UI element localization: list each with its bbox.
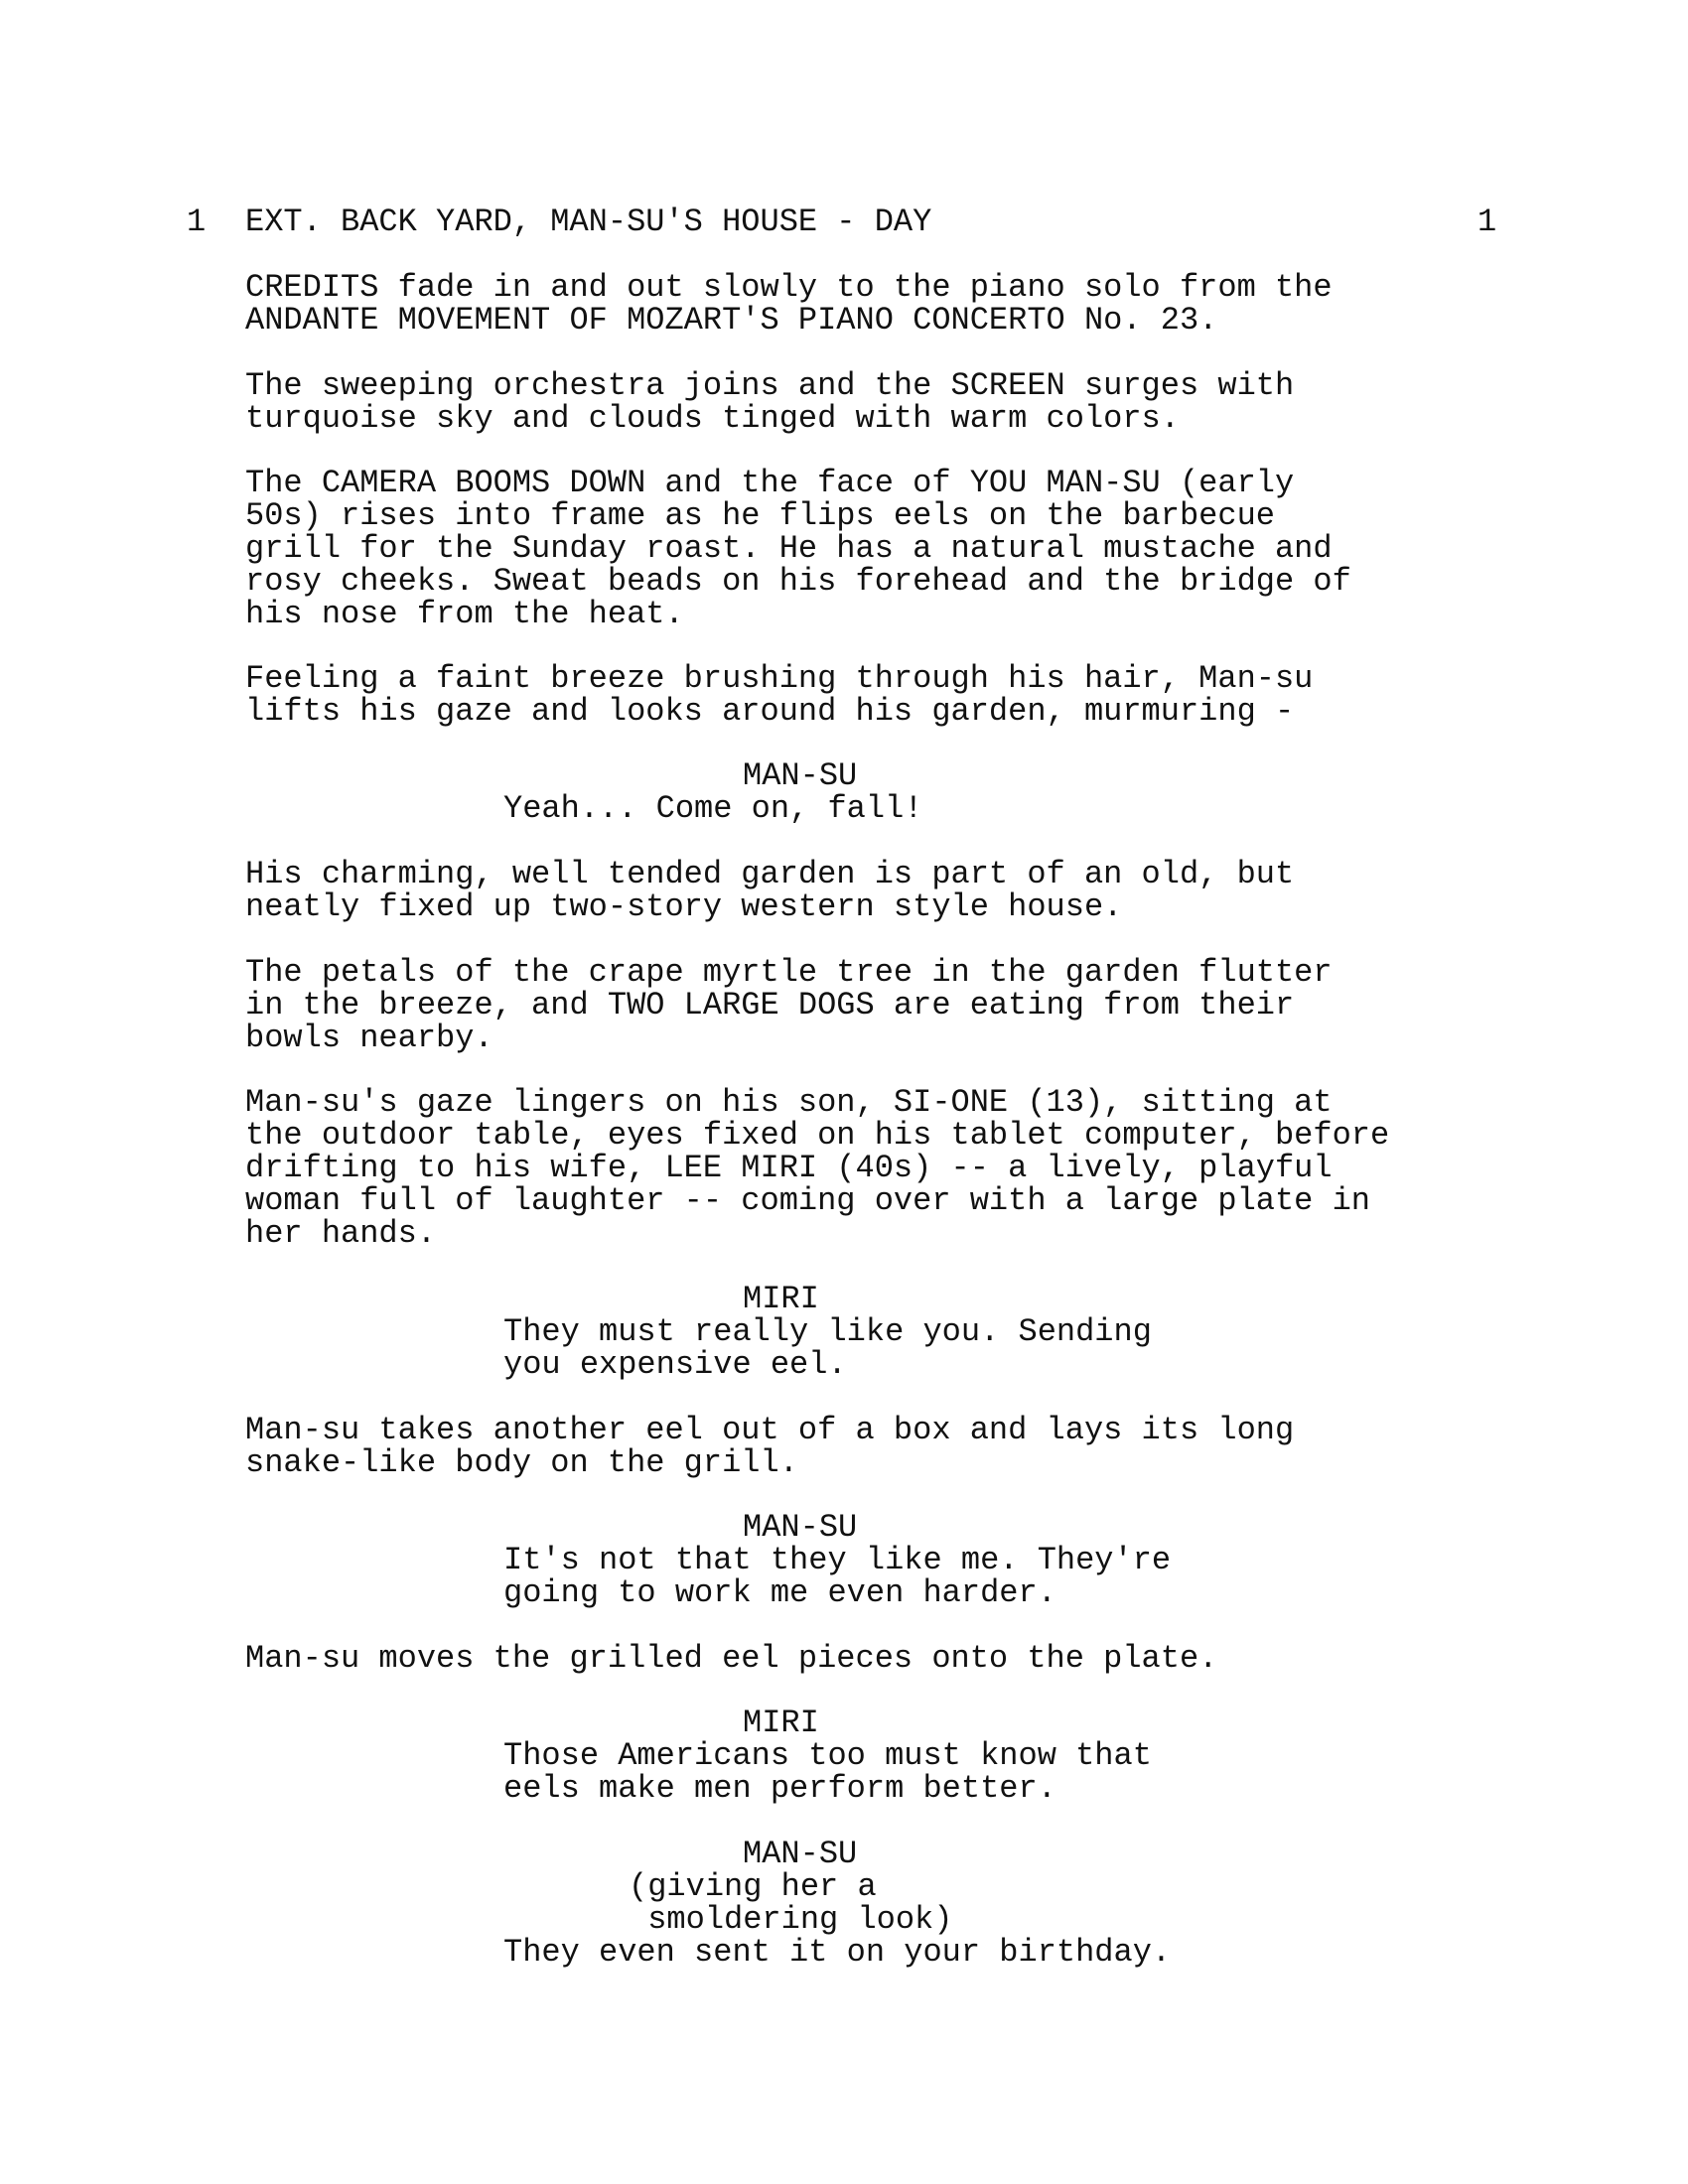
action-line: woman full of laughter -- coming over with a large plate in xyxy=(245,1182,1370,1219)
dialogue-line: going to work me even harder. xyxy=(503,1574,1056,1611)
dialogue-line: eels make men perform better. xyxy=(503,1770,1056,1807)
action-line: lifts his gaze and looks around his garden, murmuring - xyxy=(245,693,1295,730)
character-line: MAN-SU xyxy=(743,1836,858,1872)
character-name xyxy=(743,1838,857,1870)
action-line: Man-su takes another eel out of a box and lays its long xyxy=(245,1412,1295,1448)
action-line: The petals of the crape myrtle tree in the garden flutter xyxy=(245,954,1333,991)
action-line: The sweeping orchestra joins and the SCREEN surges with xyxy=(245,367,1295,404)
action-line: ANDANTE MOVEMENT OF MOZART'S PIANO CONCERTO No. 23. xyxy=(245,302,1218,339)
action-block xyxy=(245,1086,1389,1250)
action-line: grill for the Sunday roast. He has a natural mustache and xyxy=(245,530,1333,567)
paren-line: smoldering look) xyxy=(629,1901,953,1938)
action-line: The CAMERA BOOMS DOWN and the face of YOU MAN-SU (early xyxy=(245,465,1295,501)
character-name xyxy=(743,1511,857,1544)
action-block xyxy=(245,467,1351,630)
action-block xyxy=(245,956,1333,1054)
character-name xyxy=(743,1706,819,1739)
character-name xyxy=(743,759,857,792)
action-line: the outdoor table, eyes fixed on his tablet computer, before xyxy=(245,1117,1390,1154)
dialogue-line: you expensive eel. xyxy=(503,1346,847,1383)
action-line: 50s) rises into frame as he flips eels on the barbecue xyxy=(245,497,1275,534)
action-line: Man-su's gaze lingers on his son, SI-ONE (13), sitting at xyxy=(245,1084,1333,1121)
action-line: snake-like body on the grill. xyxy=(245,1444,798,1481)
action-block xyxy=(245,369,1294,435)
action-block xyxy=(245,1414,1294,1479)
action-line: in the breeze, and TWO LARGE DOGS are eating from their xyxy=(245,987,1295,1024)
action-block xyxy=(245,271,1333,337)
action-line: drifting to his wife, LEE MIRI (40s) -- a lively, playful xyxy=(245,1150,1333,1186)
dialogue-line: They even sent it on your birthday. xyxy=(503,1934,1172,1971)
action-line: Feeling a faint breeze brushing through his hair, Man-su xyxy=(245,660,1314,697)
dialogue-block xyxy=(503,1739,1152,1805)
scene-heading: EXT. BACK YARD, MAN-SU'S HOUSE - DAY xyxy=(245,204,932,240)
character-line: MIRI xyxy=(743,1705,819,1741)
dialogue-line: It's not that they like me. They're xyxy=(503,1542,1172,1578)
action-line: His charming, well tended garden is part of an old, but xyxy=(245,856,1295,892)
action-block xyxy=(245,858,1294,923)
scene-number-right: 1 xyxy=(1477,204,1497,240)
action-line: her hands. xyxy=(245,1215,437,1252)
action-line: rosy cheeks. Sweat beads on his forehead and the bridge of xyxy=(245,563,1351,600)
scene-number-left: 1 xyxy=(187,204,207,240)
action-block xyxy=(245,662,1313,728)
action-line: Man-su moves the grilled eel pieces onto the plate. xyxy=(245,1640,1218,1677)
action-block xyxy=(245,1642,1217,1675)
character-line: MAN-SU xyxy=(743,1509,858,1546)
character-line: MAN-SU xyxy=(743,757,858,794)
action-line: CREDITS fade in and out slowly to the piano solo from the xyxy=(245,269,1333,306)
action-line: his nose from the heat. xyxy=(245,596,684,632)
dialogue-block xyxy=(503,792,922,825)
action-line: turquoise sky and clouds tinged with warm colors. xyxy=(245,400,1180,437)
dialogue-line: Yeah... Come on, fall! xyxy=(503,790,923,827)
dialogue-block xyxy=(503,1544,1171,1609)
action-line: neatly fixed up two-story western style house. xyxy=(245,888,1123,925)
dialogue-block xyxy=(503,1936,1171,1969)
parenthetical xyxy=(629,1870,952,1936)
dialogue-line: They must really like you. Sending xyxy=(503,1313,1152,1350)
character-line: MIRI xyxy=(743,1281,819,1317)
dialogue-line: Those Americans too must know that xyxy=(503,1737,1152,1774)
dialogue-block xyxy=(503,1315,1152,1381)
action-line: bowls nearby. xyxy=(245,1020,493,1056)
paren-line: (giving her a xyxy=(629,1868,877,1905)
character-name xyxy=(743,1283,819,1315)
